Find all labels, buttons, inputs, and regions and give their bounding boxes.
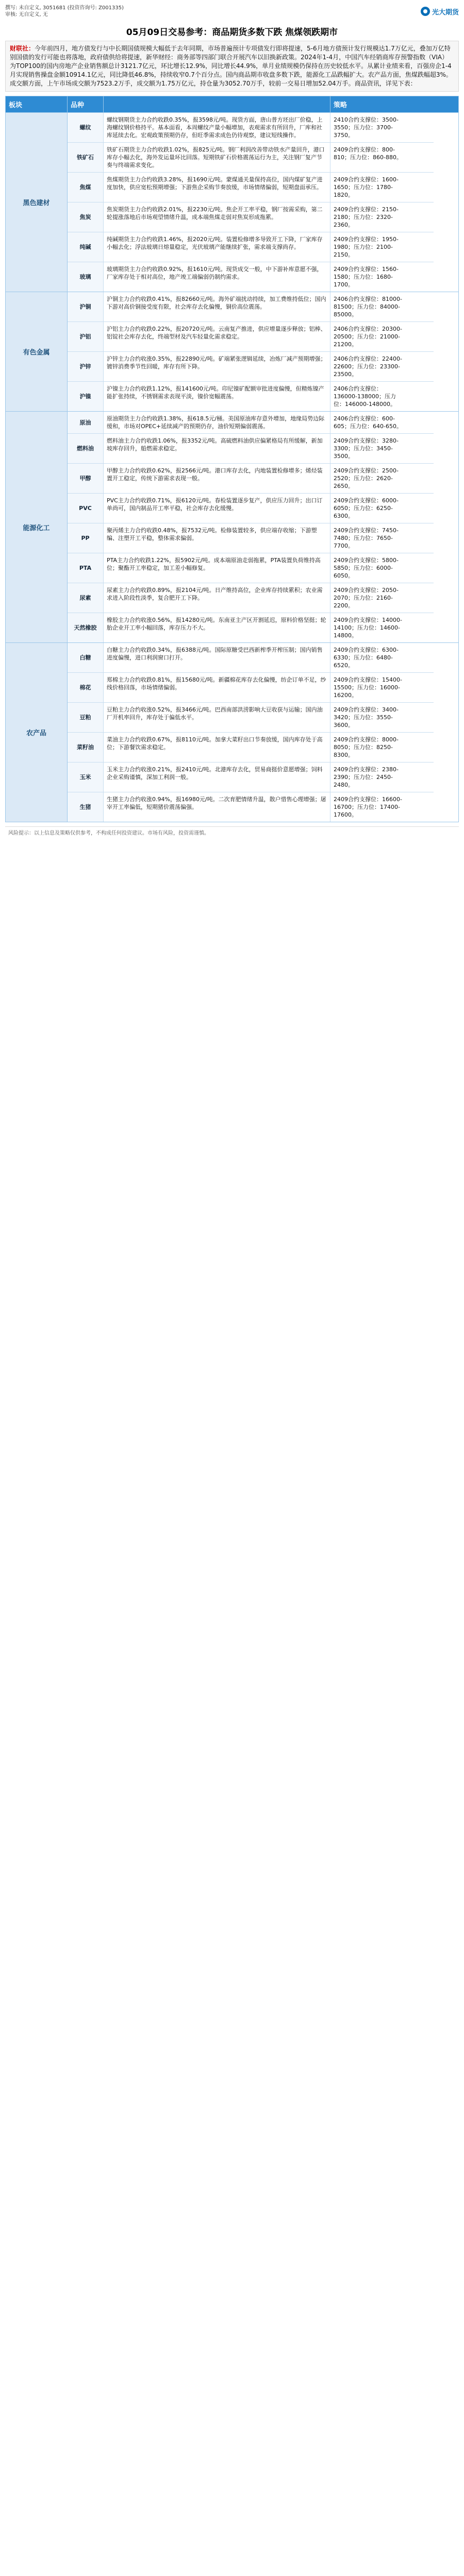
table-row bbox=[68, 762, 434, 792]
header-news bbox=[104, 96, 330, 112]
table-row bbox=[68, 613, 434, 642]
commodity-name: 焦煤 bbox=[68, 173, 104, 202]
commodity-strategy: 2409合约支撑位：3400-3420；压力位：3550-3600。 bbox=[334, 706, 399, 728]
commodity-news: 焦煤期货主力合约收跌3.28%，报1690元/吨。蒙煤通关量保持高位，国内煤矿复产进度加快，供应宽松预期增强；下游焦企采购节奏放缓，市场情绪偏弱，短期盘面承压。 bbox=[104, 173, 330, 202]
commodity-name: PTA bbox=[68, 553, 104, 583]
commodity-name: 螺纹 bbox=[68, 113, 104, 142]
table-row bbox=[68, 352, 434, 382]
summary-box bbox=[5, 41, 459, 92]
commodity-strategy: 2409合约支撑位：2050-2070；压力位：2160-2200。 bbox=[334, 587, 399, 609]
commodity-strategy: 2409合约支撑位：7450-7480；压力位：7650-7700。 bbox=[334, 527, 399, 549]
section-label: 能源化工 bbox=[6, 412, 68, 642]
header-strategy: 策略 bbox=[334, 101, 347, 109]
table-row bbox=[68, 232, 434, 262]
commodity-news: 白糖主力合约收跌0.34%，报6388元/吨。国际原糖受巴西新榨季开榨压制；国内销售进度偏慢，进口利润窗口打开。 bbox=[104, 643, 330, 672]
header-name: 品种 bbox=[68, 96, 104, 112]
commodity-news: 生猪主力合约收涨0.94%，报16980元/吨。二次育肥情绪升温，散户惜售心理增强；屠宰开工率偏低，短期猪价震荡偏强。 bbox=[104, 792, 330, 822]
commodity-name: 沪锌 bbox=[68, 352, 104, 381]
section-rows bbox=[68, 643, 434, 822]
commodity-name: PP bbox=[68, 523, 104, 553]
commodity-strategy: 2409合约支撑位：3280-3300；压力位：3450-3500。 bbox=[334, 437, 399, 460]
table-section bbox=[6, 642, 458, 822]
brand-name: 光大期货 bbox=[432, 8, 459, 16]
commodity-strategy: 2406合约支撑位：20300-20500；压力位：21000-21200。 bbox=[334, 326, 402, 348]
commodity-news: 沪铜主力合约收跌0.41%，报82660元/吨。海外矿端扰动持续，加工费维持低位；国内下游对高价铜接受度有限，社会库存去化偏慢，铜价高位震荡。 bbox=[104, 292, 330, 321]
commodity-news: 原油期货主力合约收跌1.38%，报618.5元/桶。美国原油库存意外增加，地缘局势边际缓和，市场对OPEC+延续减产的预期仍存，油价短期偏弱震荡。 bbox=[104, 412, 330, 433]
author-info: 撰写: 未自定义, 3051681 (投资咨询号: Z001335) 审核: 无自定义, 无 bbox=[5, 5, 124, 18]
commodity-strategy: 2406合约支撑位：600-605；压力位：640-650。 bbox=[334, 415, 402, 430]
commodity-name: 玻璃 bbox=[68, 262, 104, 292]
table-row bbox=[68, 322, 434, 352]
table-row bbox=[68, 703, 434, 733]
summary-text: 今年前四月，地方债发行与中长期国债规模大幅低于去年同期，市场普遍预计专项债发行即将提速，5-6月地方债预计发行规模达1.7万亿元，叠加万亿特别国债的发行可能也将落地，政府债供给将提速，新华财经：商务部等四部门联合开展汽车以旧换新政策。2024年1-4月，中国汽车经销商库存预警指数（VIA）为TOP100的国内房地产企业销售额总计3121.7亿元，环比增长12.9%，同比增长44.9%，单月业绩规模仍保持在历史较低水平。从累计业绩来看，百强房企1-4月实现销售操盘金额10914.1亿元，同比降低46.8%，持续收窄0.7个百分点。国内商品期市收盘多数下跌，能源化工品跌幅扩大。农产品方面，焦煤跌幅超3%。成交额方面，上午市场成交额为7523.2万手，成交额为1.75万亿元，持仓量为3052.70万手，较前一交易日增加52.04万手。商品资讯，详见下表： bbox=[10, 45, 452, 87]
commodity-strategy: 2406合约支撑位：136000-138000；压力位：146000-148000。 bbox=[334, 385, 396, 408]
section-rows bbox=[68, 113, 434, 292]
commodity-strategy: 2409合约支撑位：1950-1980；压力位：2100-2150。 bbox=[334, 236, 399, 258]
table-row bbox=[68, 643, 434, 673]
commodity-name: 白糖 bbox=[68, 643, 104, 672]
commodity-strategy: 2409合约支撑位：6300-6330；压力位：6480-6520。 bbox=[334, 647, 399, 669]
commodity-name: PVC bbox=[68, 494, 104, 523]
header-sector: 板块 bbox=[6, 96, 68, 112]
commodity-strategy: 2406合约支撑位：81000-81500；压力位：84000-85000。 bbox=[334, 296, 402, 318]
table-section bbox=[6, 411, 458, 642]
table-row bbox=[68, 143, 434, 173]
commodity-strategy: 2409合约支撑位：1600-1650；压力位：1780-1820。 bbox=[334, 176, 399, 198]
commodity-news: 沪镍主力合约收跌1.12%，报141600元/吨。印尼镍矿配额审批进度偏慢，但精炼镍产能扩张持续，不锈钢需求表现平淡，镍价宽幅震荡。 bbox=[104, 382, 330, 411]
commodity-news: 铁矿石期货主力合约收跌1.02%，报825元/吨。钢厂利润改善带动铁水产量回升，港口库存小幅去化，海外发运量环比回落。短期铁矿石价格震荡运行为主，关注钢厂复产节奏与终端需求变化。 bbox=[104, 143, 330, 172]
commodity-news: 玻璃期货主力合约收跌0.92%，报1610元/吨。现货成交一般，中下游补库意愿不强，厂家库存处于相对高位，地产竣工端偏弱仍制约需求。 bbox=[104, 262, 330, 292]
table-header bbox=[6, 96, 458, 112]
commodity-name: 棉花 bbox=[68, 673, 104, 702]
section-label: 有色金属 bbox=[6, 292, 68, 411]
commodity-strategy: 2409合约支撑位：2150-2180；压力位：2320-2360。 bbox=[334, 206, 399, 228]
commodity-news: PTA主力合约收跌1.22%，报5902元/吨。成本端原油走弱拖累，PTA装置负荷维持高位；聚酯开工率稳定，加工差小幅修复。 bbox=[104, 553, 330, 583]
table-row bbox=[68, 673, 434, 703]
commodity-name: 菜籽油 bbox=[68, 733, 104, 762]
commodity-name: 焦炭 bbox=[68, 202, 104, 232]
commodity-strategy: 2409合约支撑位：2380-2390；压力位：2450-2480。 bbox=[334, 766, 399, 788]
table-section bbox=[6, 292, 458, 411]
section-label: 农产品 bbox=[6, 643, 68, 822]
commodity-name: 尿素 bbox=[68, 583, 104, 613]
commodity-strategy: 2409合约支撑位：1560-1580；压力位：1680-1700。 bbox=[334, 266, 399, 288]
table-row bbox=[68, 262, 434, 292]
commodity-strategy: 2409合约支撑位：15400-15500；压力位：16000-16200。 bbox=[334, 676, 402, 699]
table-row bbox=[68, 173, 434, 202]
table-body bbox=[6, 112, 458, 822]
commodity-news: 纯碱期货主力合约收跌1.46%，报2020元/吨。装置检修增多导致开工下降，厂家库存小幅去化；浮法玻璃日熔量稳定，光伏玻璃产能继续扩张，需求端支撑尚存。 bbox=[104, 232, 330, 262]
table-row bbox=[68, 733, 434, 762]
commodity-news: 聚丙烯主力合约收跌0.48%，报7532元/吨。检修装置较多，供应端存收缩；下游塑编、注塑开工平稳，整体需求偏弱。 bbox=[104, 523, 330, 553]
commodity-strategy: 2409合约支撑位：8000-8050；压力位：8250-8300。 bbox=[334, 736, 399, 758]
commodity-strategy: 2409合约支撑位：16600-16700；压力位：17400-17600。 bbox=[334, 796, 402, 818]
brand-mark-icon bbox=[421, 7, 430, 16]
commodity-news: 沪铝主力合约收跌0.22%，报20720元/吨。云南复产推进，供应增量逐步释放；铝棒、铝锭社会库存去化，终端型材及汽车轻量化需求稳定。 bbox=[104, 322, 330, 351]
brand-logo bbox=[421, 7, 459, 16]
commodity-news: 郑棉主力合约收跌0.81%，报15680元/吨。新疆棉花库存去化偏慢，纺企订单不足，纱线价格回落，市场情绪偏弱。 bbox=[104, 673, 330, 702]
commodity-news: 燃料油主力合约收跌1.06%，报3352元/吨。高硫燃料油供应偏紧格局有所缓解，新加坡库存回升，船燃需求稳定。 bbox=[104, 434, 330, 463]
commodity-name: 原油 bbox=[68, 412, 104, 433]
commodity-news: 玉米主力合约收涨0.21%，报2410元/吨。北港库存去化，贸易商挺价意愿增强；饲料企业采购谨慎，深加工利润一般。 bbox=[104, 762, 330, 792]
table-row bbox=[68, 494, 434, 523]
commodity-news: 沪锌主力合约收涨0.35%，报22890元/吨。矿端紧张逻辑延续，冶炼厂减产预期增强；镀锌消费季节性回暖，库存有所下降。 bbox=[104, 352, 330, 381]
commodity-news: 尿素主力合约收跌0.89%，报2104元/吨。日产维持高位，企业库存持续累积；农业需求进入阶段性淡季，复合肥开工下降。 bbox=[104, 583, 330, 613]
table-row bbox=[68, 434, 434, 464]
page-title: 05月09日交易参考：商品期货多数下跌 焦煤领跌期市 bbox=[126, 27, 338, 38]
commodity-news: 甲醇主力合约收跌0.62%，报2566元/吨。港口库存去化，内地装置检修增多；烯烃装置开工稳定，传统下游需求表现一般。 bbox=[104, 464, 330, 493]
commodity-name: 燃料油 bbox=[68, 434, 104, 463]
commodity-name: 生猪 bbox=[68, 792, 104, 822]
commodity-name: 沪铝 bbox=[68, 322, 104, 351]
commodity-name: 铁矿石 bbox=[68, 143, 104, 172]
commodity-news: PVC主力合约收跌0.71%，报6120元/吨。春检装置逐步复产，供应压力回升；出口订单尚可，国内制品开工率平稳，社会库存去化缓慢。 bbox=[104, 494, 330, 523]
summary-label: 财联社： bbox=[10, 45, 35, 52]
commodity-name: 纯碱 bbox=[68, 232, 104, 262]
section-rows bbox=[68, 412, 434, 642]
commodity-news: 橡胶主力合约收涨0.56%，报14280元/吨。东南亚主产区开割延迟，原料价格坚挺；轮胎企业开工率小幅回落，库存压力不大。 bbox=[104, 613, 330, 642]
table-row bbox=[68, 113, 434, 143]
commodity-strategy: 2409合约支撑位：800-810；压力位：860-880。 bbox=[334, 146, 402, 161]
table-row bbox=[68, 412, 434, 434]
section-rows bbox=[68, 292, 434, 411]
commodity-news: 螺纹钢期货主力合约收跌0.35%，报3598元/吨。现货方面，唐山普方坯出厂价稳，上海螺纹钢价格持平。基本面看，本周螺纹产量小幅增加，表观需求有所回升，厂库和社库延续去化。宏观政策预期仍存，但旺季需求成色仍待观察，建议短线操作。 bbox=[104, 113, 330, 142]
section-label: 黑色建材 bbox=[6, 113, 68, 292]
commodity-news: 焦炭期货主力合约收跌2.01%，报2230元/吨。焦企开工率平稳，钢厂按需采购，第二轮提涨落地后市场观望情绪升温，成本端焦煤走弱对焦炭形成拖累。 bbox=[104, 202, 330, 232]
commodity-strategy: 2409合约支撑位：5800-5850；压力位：6000-6050。 bbox=[334, 557, 399, 579]
commodity-name: 沪铜 bbox=[68, 292, 104, 321]
table-row bbox=[68, 583, 434, 613]
top-bar bbox=[0, 0, 464, 23]
table-row bbox=[68, 464, 434, 494]
commodity-name: 豆粕 bbox=[68, 703, 104, 732]
commodity-strategy: 2409合约支撑位：2500-2520；压力位：2620-2650。 bbox=[334, 467, 399, 489]
commodity-name: 沪镍 bbox=[68, 382, 104, 411]
table-row bbox=[68, 553, 434, 583]
commodity-news: 菜油主力合约收跌0.67%，报8110元/吨。加拿大菜籽出口节奏放缓，国内库存处于高位；下游餐饮需求稳定。 bbox=[104, 733, 330, 762]
commodity-name: 玉米 bbox=[68, 762, 104, 792]
commodity-strategy: 2409合约支撑位：6000-6050；压力位：6250-6300。 bbox=[334, 497, 399, 519]
table-section bbox=[6, 112, 458, 292]
table-row bbox=[68, 382, 434, 411]
commodity-strategy: 2409合约支撑位：14000-14100；压力位：14600-14800。 bbox=[334, 617, 402, 639]
risk-notice: 风险提示：以上信息及策略仅供参考，不构成任何投资建议。市场有风险，投资需谨慎。 bbox=[5, 826, 459, 840]
commodity-name: 甲醇 bbox=[68, 464, 104, 493]
data-table bbox=[5, 96, 459, 822]
commodity-strategy: 2410合约支撑位：3500-3550；压力位：3700-3750。 bbox=[334, 116, 399, 139]
commodity-strategy: 2406合约支撑位：22400-22600；压力位：23300-23500。 bbox=[334, 355, 402, 378]
table-row bbox=[68, 202, 434, 232]
table-row bbox=[68, 523, 434, 553]
commodity-name: 天然橡胶 bbox=[68, 613, 104, 642]
table-row bbox=[68, 292, 434, 322]
table-row bbox=[68, 792, 434, 822]
commodity-news: 豆粕主力合约收涨0.52%，报3466元/吨。巴西南部洪涝影响大豆收获与运输；国内油厂开机率回升，库存处于偏低水平。 bbox=[104, 703, 330, 732]
